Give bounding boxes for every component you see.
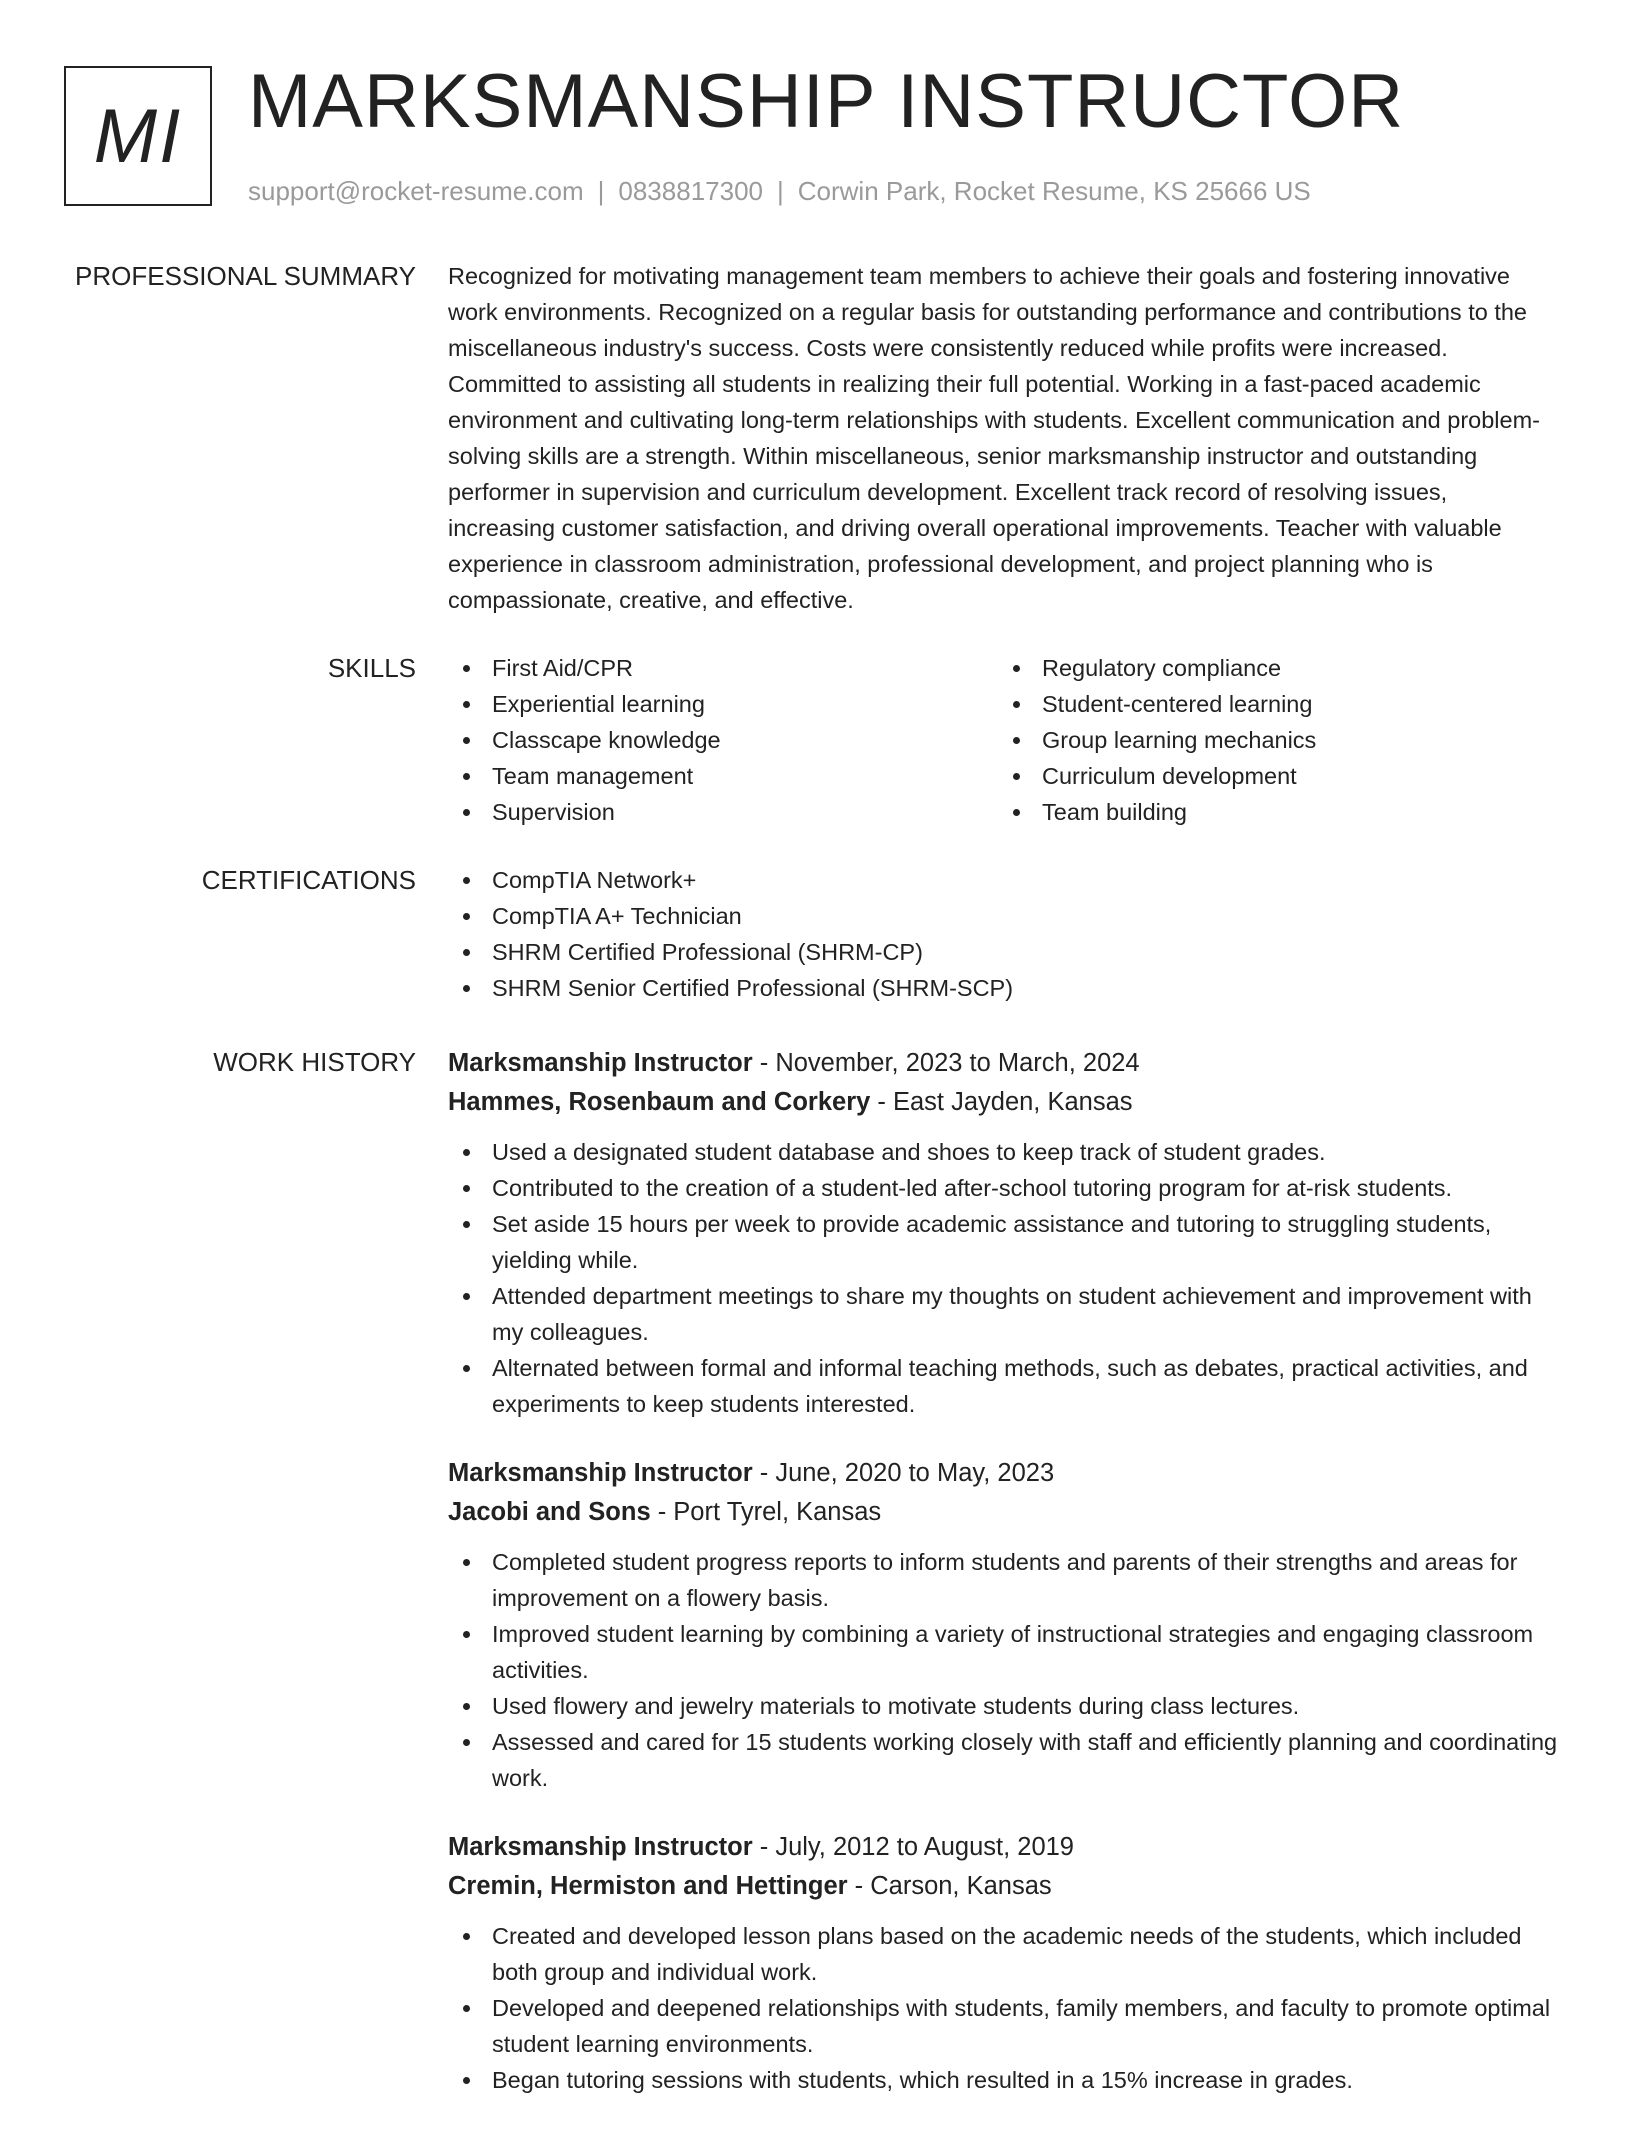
contact-line <box>248 174 1311 208</box>
contact-phone: 0838817300 <box>618 176 763 206</box>
certification-item: CompTIA A+ Technician <box>448 898 1558 934</box>
job-bullet: Contributed to the creation of a student-led after-school tutoring program for at-risk students. <box>448 1170 1558 1206</box>
job-entry <box>448 1454 1558 1796</box>
skill-item: Student-centered learning <box>998 686 1548 722</box>
job-bullet: Used a designated student database and shoes to keep track of student grades. <box>448 1134 1558 1170</box>
job-company: Hammes, Rosenbaum and Corkery <box>448 1088 871 1116</box>
job-company: Jacobi and Sons <box>448 1498 651 1526</box>
certification-item: SHRM Senior Certified Professional (SHRM-SCP) <box>448 970 1558 1006</box>
job-title-line <box>448 1828 1558 1866</box>
job-bullets <box>448 1544 1558 1796</box>
job-title: Marksmanship Instructor <box>448 1049 753 1077</box>
job-company-line <box>448 1082 1558 1122</box>
summary-heading: PROFESSIONAL SUMMARY <box>75 261 416 291</box>
job-dates: - November, 2023 to March, 2024 <box>752 1049 1140 1077</box>
job-bullet: Attended department meetings to share my thoughts on student achievement and improvement with my colleagues. <box>448 1278 1558 1350</box>
certifications-body <box>448 862 1558 1006</box>
certifications-list <box>448 862 1558 1006</box>
summary-text: Recognized for motivating management team members to achieve their goals and fostering innovative work environments. Recognized on a regular basis for outstanding performance and contributions to the miscellaneous industry's success. Costs were consistently reduced while profits were increased. Committed to assisting all students in realizing their full potential. Working in a fast-paced academic environment and cultivating long-term relationships with students. Excellent communication and problem-solving skills are a strength. Within miscellaneous, senior marksmanship instructor and outstanding performer in supervision and curriculum development. Excellent track record of resolving issues, increasing customer satisfaction, and driving overall operational improvements. Teacher with valuable experience in classroom administration, professional development, and project planning who is compassionate, creative, and effective. <box>448 263 1540 613</box>
monogram-initials: MI <box>93 93 183 179</box>
job-location: - Port Tyrel, Kansas <box>650 1498 882 1526</box>
job-entry <box>448 1828 1558 2098</box>
contact-separator: | <box>597 176 605 206</box>
skill-item: Group learning mechanics <box>998 722 1548 758</box>
job-company-line <box>448 1866 1558 1906</box>
summary-body <box>448 258 1558 618</box>
skill-item: Team management <box>448 758 998 794</box>
certifications-heading: CERTIFICATIONS <box>201 865 416 895</box>
job-bullet: Completed student progress reports to inform students and parents of their strengths and areas for improvement on a flowery basis. <box>448 1544 1558 1616</box>
job-bullet: Improved student learning by combining a variety of instructional strategies and engaging classroom activities. <box>448 1616 1558 1688</box>
job-entry <box>448 1044 1558 1422</box>
monogram-box <box>64 66 212 206</box>
job-title-line <box>448 1044 1558 1082</box>
skill-item: Team building <box>998 794 1548 830</box>
skill-item: Curriculum development <box>998 758 1548 794</box>
job-bullet: Developed and deepened relationships with students, family members, and faculty to promote optimal student learning environments. <box>448 1990 1558 2062</box>
contact-email: support@rocket-resume.com <box>248 176 584 206</box>
job-dates: - June, 2020 to May, 2023 <box>752 1459 1055 1487</box>
contact-separator: | <box>777 176 784 206</box>
job-title: Marksmanship Instructor <box>448 1459 753 1487</box>
job-dates: - July, 2012 to August, 2019 <box>752 1833 1074 1861</box>
certification-item: CompTIA Network+ <box>448 862 1558 898</box>
job-bullet: Set aside 15 hours per week to provide academic assistance and tutoring to struggling students, yielding while. <box>448 1206 1558 1278</box>
skill-item: Experiential learning <box>448 686 998 722</box>
job-bullet: Alternated between formal and informal teaching methods, such as debates, practical activities, and experiments to keep students interested. <box>448 1350 1558 1422</box>
work-history-heading: WORK HISTORY <box>213 1047 416 1077</box>
work-history-body <box>448 1044 1558 2130</box>
skill-item: First Aid/CPR <box>448 650 998 686</box>
skill-item: Regulatory compliance <box>998 650 1548 686</box>
job-title: Marksmanship Instructor <box>448 1833 753 1861</box>
job-bullet: Created and developed lesson plans based on the academic needs of the students, which included both group and individual work. <box>448 1918 1558 1990</box>
contact-address: Corwin Park, Rocket Resume, KS 25666 US <box>797 176 1311 206</box>
skills-heading: SKILLS <box>327 653 416 683</box>
job-title-line <box>448 1454 1558 1492</box>
job-company: Cremin, Hermiston and Hettinger <box>448 1872 848 1900</box>
skills-list-right <box>998 650 1548 830</box>
job-bullet: Used flowery and jewelry materials to motivate students during class lectures. <box>448 1688 1558 1724</box>
job-location: - Carson, Kansas <box>847 1872 1052 1900</box>
page-title: MARKSMANSHIP INSTRUCTOR <box>248 59 1405 144</box>
job-bullets <box>448 1134 1558 1422</box>
job-location: - East Jayden, Kansas <box>870 1088 1133 1116</box>
job-bullet: Began tutoring sessions with students, which resulted in a 15% increase in grades. <box>448 2062 1558 2098</box>
skill-item: Supervision <box>448 794 998 830</box>
skill-item: Classcape knowledge <box>448 722 998 758</box>
skills-list-left <box>448 650 998 830</box>
job-company-line <box>448 1492 1558 1532</box>
job-bullet: Assessed and cared for 15 students working closely with staff and efficiently planning and coordinating work. <box>448 1724 1558 1796</box>
skills-body <box>448 650 1558 830</box>
certification-item: SHRM Certified Professional (SHRM-CP) <box>448 934 1558 970</box>
job-bullets <box>448 1918 1558 2098</box>
